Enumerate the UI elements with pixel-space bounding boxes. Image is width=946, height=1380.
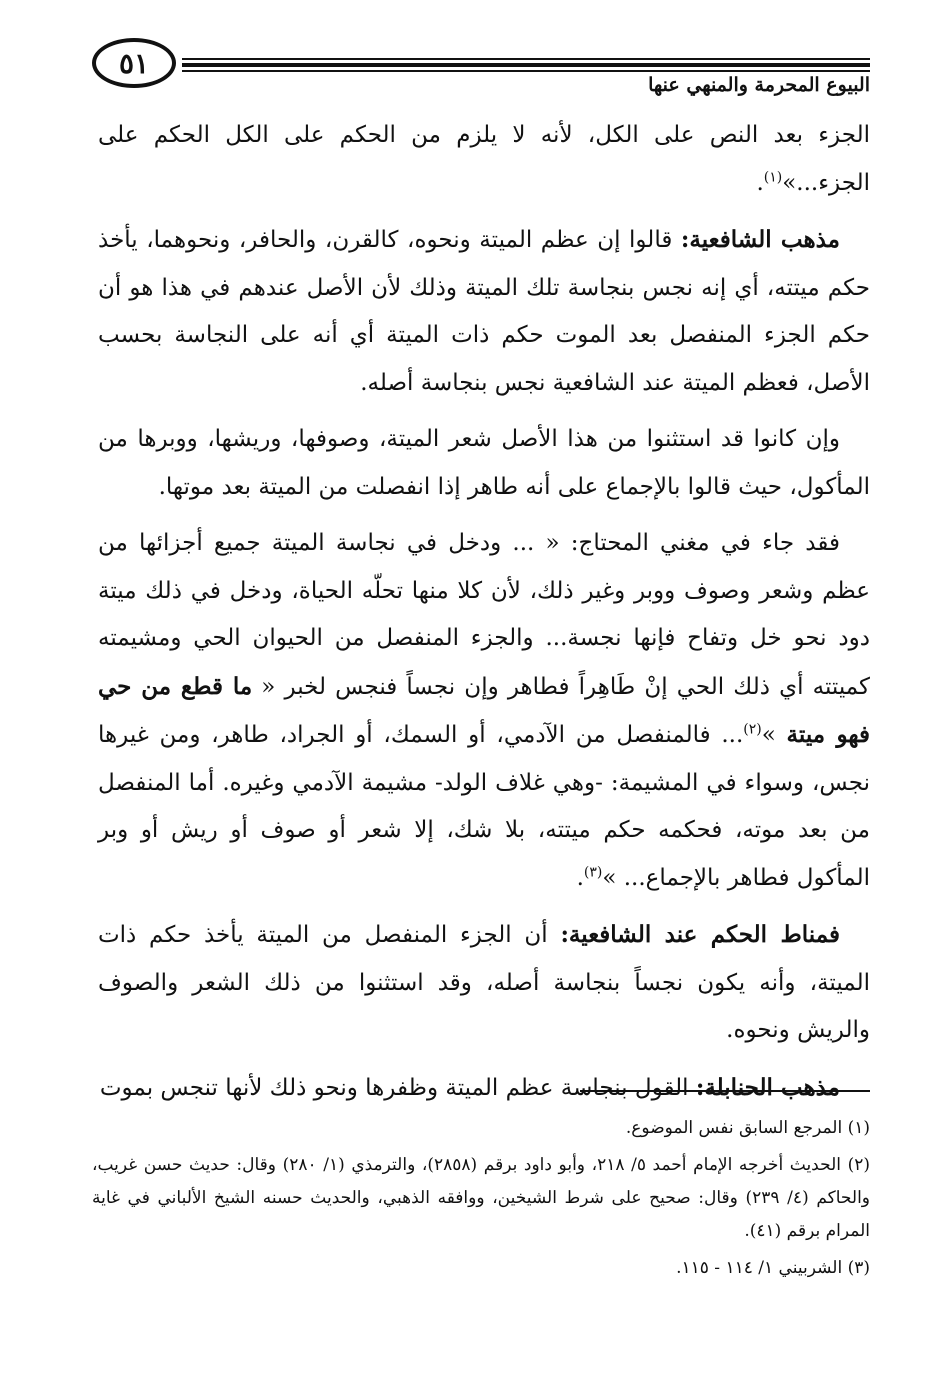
section-heading: فمناط الحكم عند الشافعية: [560, 921, 840, 948]
paragraph [98, 416, 870, 511]
header-rule [182, 70, 870, 72]
paragraph-text: قالوا إن عظم الميتة ونحوه، كالقرن، والحافر، ونحوهما، يأخذ حكم ميتته، أي إنه نجس بنجاسة تلك الميتة وذلك لأن الأصل عندهم في هذا هو أن حكم الجزء المنفصل بعد الموت حكم ذات الميتة أي أنه على النجاسة بحسب الأصل، فعظم الميتة عند الشافعية نجس بنجاسة أصله. [98, 227, 870, 396]
hadith-quote: ما قطع من حي فهو ميتة [98, 672, 870, 748]
paragraph-text: فقد جاء في مغني المحتاج: « ... ودخل في نجاسة الميتة جميع أجزائها من عظم وشعر وصوف ووبر وغير ذلك، لأن كلا منها تحلّه الحياة، ودخل في ذلك ميتة دود نحو خل وتفاح فإنها نجسة... والجزء المنفصل من الحيوان الحي ومشيمته كميتته أي ذلك الحي إنْ طَاهِراً فطاهر وإن نجساً فنجس لخبر « [98, 530, 871, 700]
footnote: (١) المرجع السابق نفس الموضوع. [625, 1118, 870, 1138]
main-text [98, 112, 870, 1121]
paragraph-text: الجزء بعد النص على الكل، لأنه لا يلزم من الحكم على الكل الحكم على الجزء...» [98, 122, 870, 196]
page-header [90, 30, 870, 100]
running-title: البيوع المحرمة والمنهي عنها [648, 74, 870, 96]
footnote: (٣) الشربيني ١/ ١١٤ - ١١٥. [676, 1258, 870, 1278]
header-rule [182, 63, 870, 67]
header-rule [182, 58, 870, 60]
paragraph [98, 520, 870, 902]
paragraph-text: القول بنجاسة عظم الميتة وظفرها ونحو ذلك لأنها تنجس بموت [99, 1074, 696, 1101]
paragraph [98, 911, 870, 1055]
section-heading: مذهب الحنابلة: [695, 1073, 840, 1101]
footnote-separator [580, 1090, 870, 1092]
footnote-ref: (١) [763, 168, 783, 185]
paragraph-text: . [576, 864, 584, 891]
paragraph [98, 1064, 870, 1113]
paragraph-text: أن الجزء المنفصل من الميتة يأخذ حكم ذات الميتة، وأنه يكون نجساً بنجاسة أصله، وقد استثنوا من ذلك الشعر والصوف والريش ونحوه. [98, 922, 870, 1043]
footnotes [92, 1112, 870, 1289]
footnote-ref: (٢) [743, 721, 762, 738]
section-heading: مذهب الشافعية: [680, 226, 841, 253]
paragraph-text: ... فالمنفصل من الآدمي، أو السمك، أو الجراد، طاهر، ومن غيرها نجس، وسواء في المشيمة: -وهي غلاف الولد- مشيمة الآدمي وغيره. أما المنفصل من بعد موته، فحكمه حكم ميتته، بلا شك، إلا شعر أو صوف أو ريش أو وبر المأكول فطاهر بالإجماع... » [98, 722, 870, 891]
footnote: (٢) الحديث أخرجه الإمام أحمد ٥/ ٢١٨، وأبو داود برقم (٢٨٥٨)، والترمذي (١/ ٢٨٠) وقال: حديث حسن غريب، والحاكم (٤/ ٢٣٩) وقال: صحيح على شرط الشيخين، ووافقه الذهبي، والحديث حسنه الشيخ الألباني في غاية المرام برقم (٤١). [92, 1155, 871, 1241]
footnote-ref: (٣) [583, 863, 603, 880]
page-number-badge [92, 38, 176, 88]
page-number: ٥١ [118, 46, 150, 80]
paragraph-text: وإن كانوا قد استثنوا من هذا الأصل شعر الميتة، وصوفها، وريشها، ووبرها من المأكول، حيث قالوا بالإجماع على أنه طاهر إذا انفصلت من الميتة بعد موتها. [98, 426, 870, 500]
paragraph [98, 216, 870, 407]
paragraph: الجزء بعد النص على الكل، لأنه لا يلزم من الحكم على الكل الحكم على الجزء...»$^{(١)}$. [98, 122, 870, 196]
paragraph-text: » [761, 722, 787, 748]
